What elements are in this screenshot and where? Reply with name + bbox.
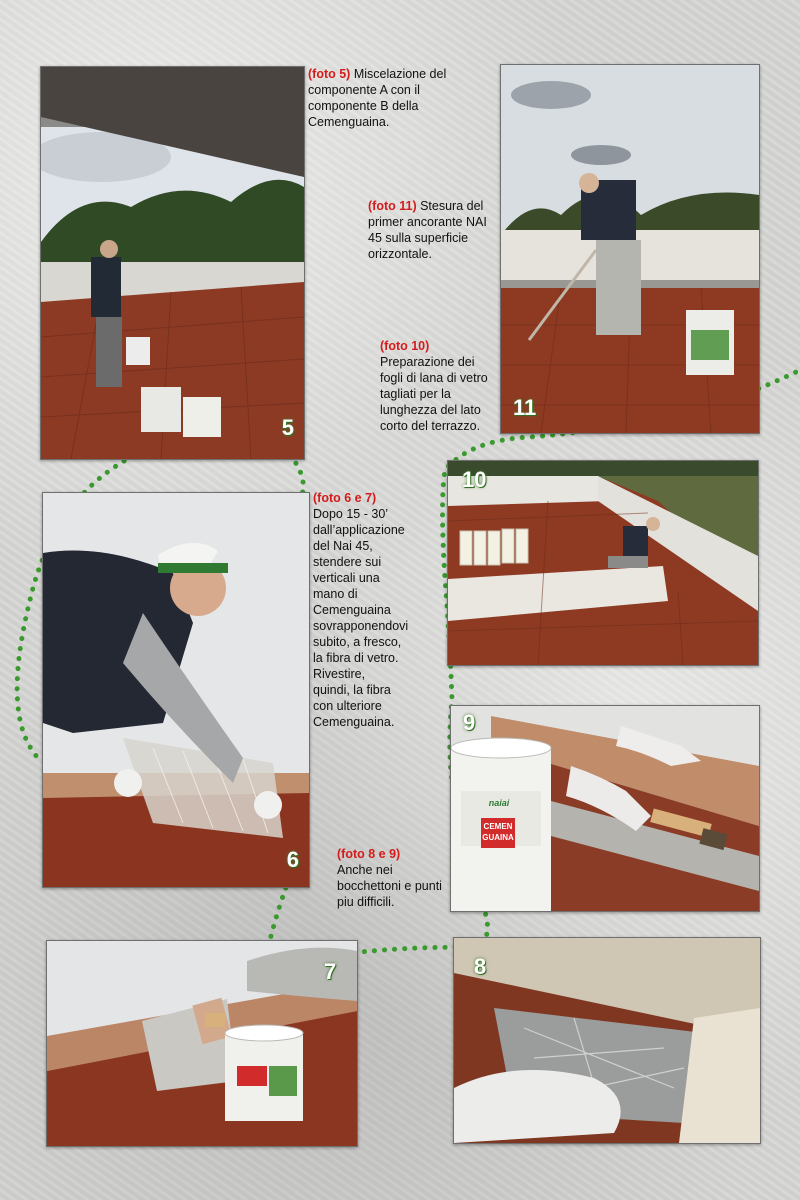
caption-foto-10 xyxy=(380,338,492,434)
caption-foto-6-e-7-text: Dopo 15 - 30’ dall’applicazione del Nai 45, stendere sui verticali una mano di Cemenguaina sovrapponendovi subito, a fresco, la fibra di vetro. Rivestire, quindi, la fibra con ulteriore Cemenguaina. xyxy=(313,507,409,729)
photo-number-10: 10 xyxy=(462,467,487,492)
photo-number-6: 6 xyxy=(286,847,299,872)
photo-9 xyxy=(450,705,760,912)
caption-foto-8-e-9-ref: (foto 8 e 9) xyxy=(337,847,401,861)
caption-foto-5-text: Miscelazione del componente A con il componente B della Cemenguaina. xyxy=(308,67,447,129)
photo-8 xyxy=(453,937,761,1144)
photo-11 xyxy=(500,64,760,434)
photo-5 xyxy=(40,66,305,460)
caption-foto-6-e-7-ref: (foto 6 e 7) xyxy=(313,491,377,505)
photo-number-9: 9 xyxy=(463,710,476,735)
caption-foto-10-text: Preparazione dei fogli di lana di vetro tagliati per la lunghezza del lato corto del terrazzo. xyxy=(380,355,488,433)
bucket-brand: naiai xyxy=(488,798,510,808)
caption-foto-10-ref: (foto 10) xyxy=(380,339,430,353)
bucket-label-cemen: CEMEN xyxy=(483,822,513,831)
photo-7 xyxy=(46,940,358,1147)
caption-foto-5 xyxy=(308,66,448,130)
caption-foto-6-e-7 xyxy=(313,490,409,730)
photo-10 xyxy=(447,460,759,666)
caption-foto-11 xyxy=(368,198,493,262)
photo-number-5: 5 xyxy=(281,415,294,440)
caption-foto-8-e-9 xyxy=(337,846,445,910)
photo-number-11: 11 xyxy=(513,395,537,420)
photo-6 xyxy=(42,492,310,888)
caption-foto-5-ref: (foto 5) xyxy=(308,67,351,81)
photo-number-7: 7 xyxy=(324,959,337,984)
caption-foto-11-text: Stesura del primer ancorante NAI 45 sulla superficie orizzontale. xyxy=(368,199,487,261)
bucket-label-guaina: GUAINA xyxy=(482,833,514,842)
photo-number-8: 8 xyxy=(474,954,487,979)
caption-foto-11-ref: (foto 11) xyxy=(368,199,417,213)
caption-foto-8-e-9-text: Anche nei bocchettoni e punti piu difficili. xyxy=(337,863,442,909)
